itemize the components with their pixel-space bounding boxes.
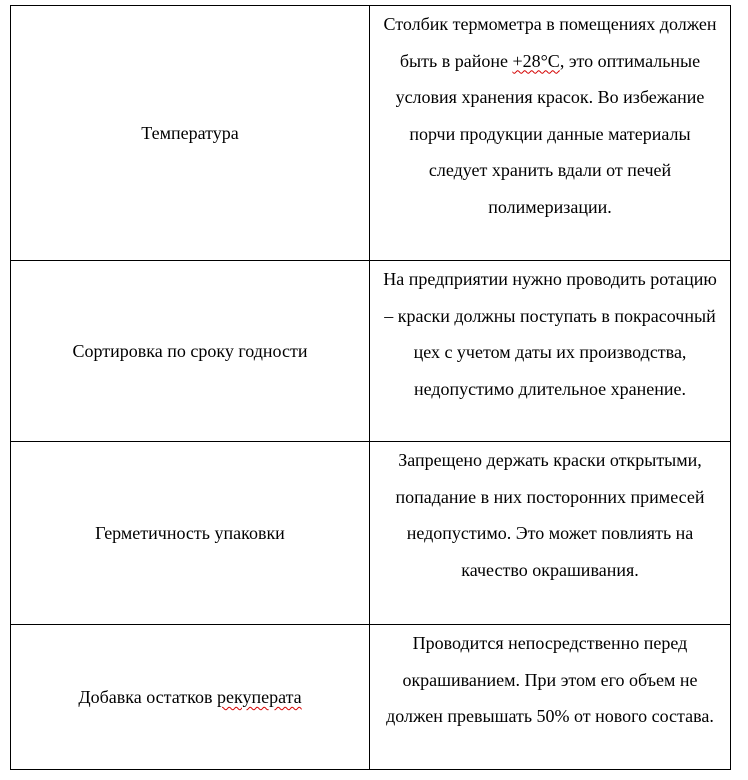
row-description-line: Столбик термометра в помещениях xyxy=(383,14,656,34)
row-label: Температура xyxy=(141,123,239,143)
row-label-cell xyxy=(11,442,370,625)
storage-conditions-table xyxy=(10,5,731,770)
spellcheck-underlined-text: +28°С xyxy=(512,50,560,71)
row-description-cell xyxy=(370,6,731,261)
row-label: Добавка остатков xyxy=(78,687,217,707)
row-description-text: должен быть в районе xyxy=(399,14,717,71)
row-label-cell xyxy=(11,625,370,770)
row-description-cell xyxy=(370,261,731,442)
table-row xyxy=(11,261,731,442)
table-row xyxy=(11,625,731,770)
row-description-text: Проводится непосредственно перед окрашиванием. При этом его объем не должен превышать 50% от нового состава. xyxy=(386,633,714,727)
table-row xyxy=(11,6,731,261)
row-description-text: Запрещено держать краски открытыми, попадание в них посторонних примесей недопустимо. Это может повлиять на качество окрашивания. xyxy=(395,450,705,580)
row-label-cell xyxy=(11,261,370,442)
row-label: Герметичность упаковки xyxy=(95,523,285,543)
row-description-cell xyxy=(370,442,731,625)
row-description-text: На предприятии нужно проводить ротацию – краски должны поступать в покрасочный цех с учетом даты их производства, недопустимо длительное хранение. xyxy=(383,269,717,399)
table-row xyxy=(11,442,731,625)
row-description-text: , это оптимальные условия хранения красок. Во избежание порчи продукции данные материалы следует хранить вдали от печей полимеризации. xyxy=(395,50,705,217)
spellcheck-underlined-text: рекуперата xyxy=(216,687,302,707)
row-label: Сортировка по сроку годности xyxy=(72,341,308,361)
row-label-cell xyxy=(11,6,370,261)
row-description-cell xyxy=(370,625,731,770)
